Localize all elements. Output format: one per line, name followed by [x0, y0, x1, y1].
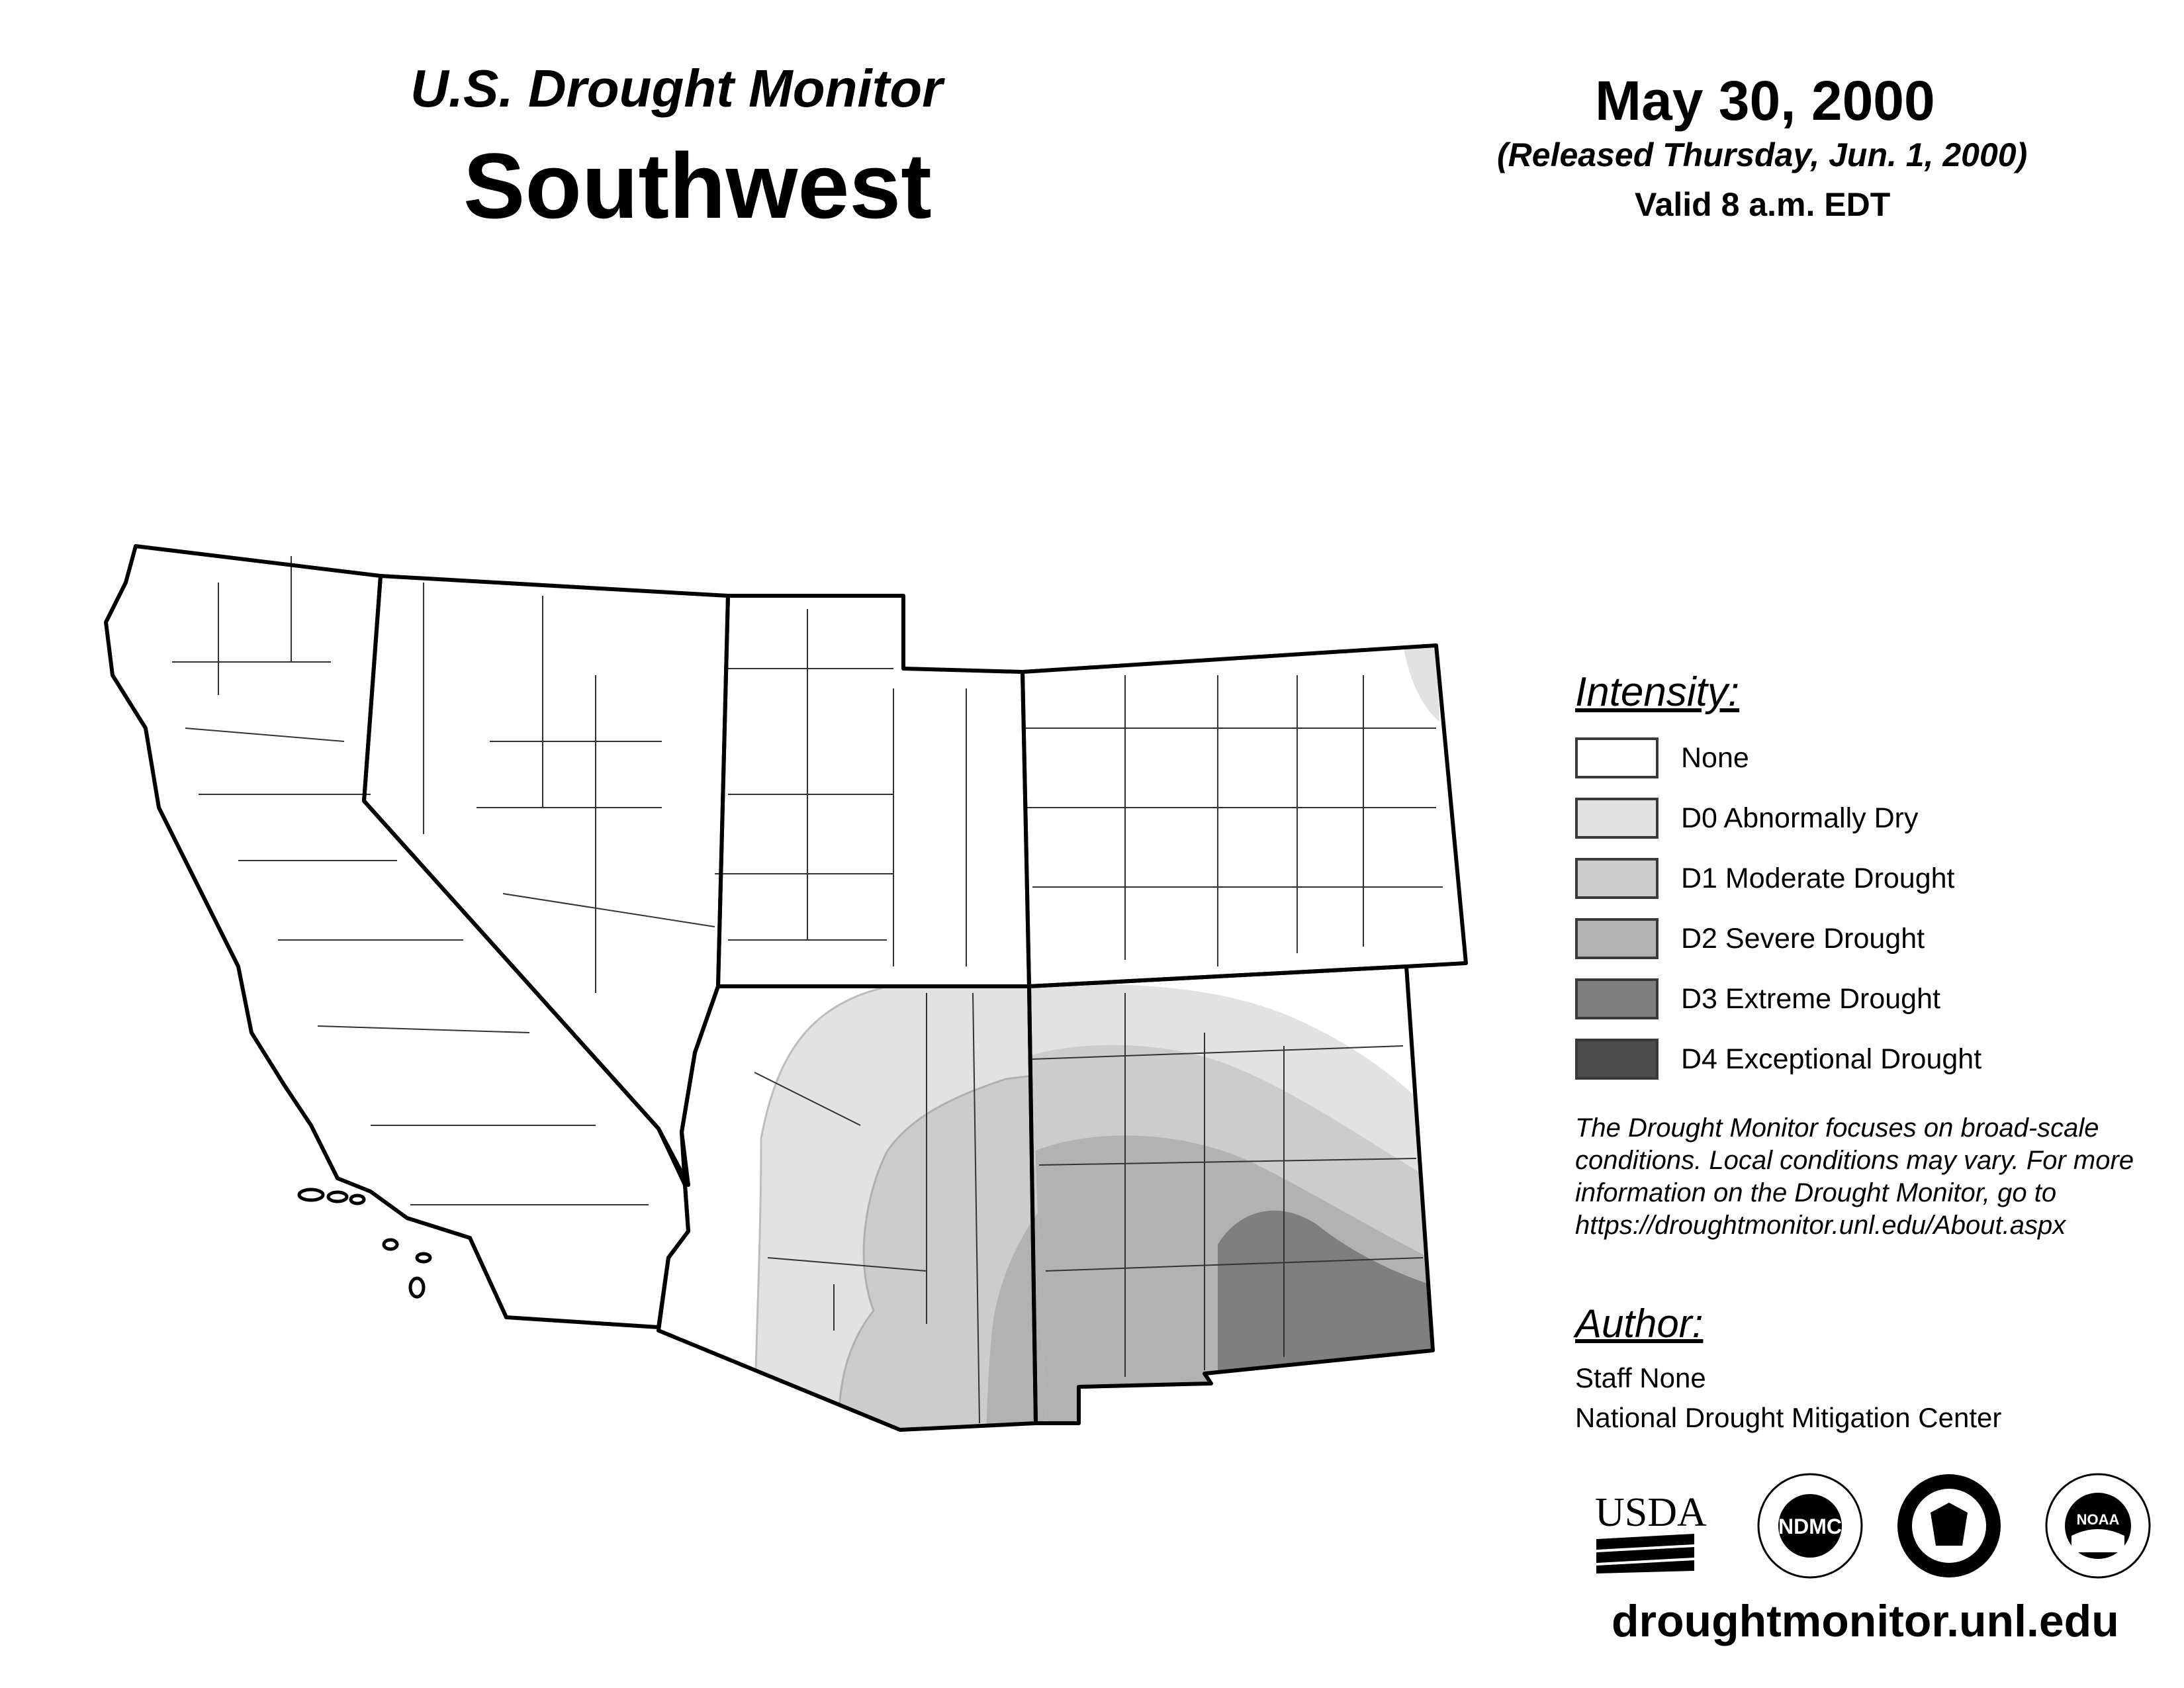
legend-swatch — [1575, 798, 1659, 839]
release-date: (Released Thursday, Jun. 1, 2000) — [1497, 136, 2028, 173]
legend-label: D2 Severe Drought — [1681, 922, 1925, 955]
legend-swatch — [1575, 1039, 1659, 1080]
doc-seal-logo — [1897, 1474, 2001, 1577]
map-date: May 30, 2000 — [1595, 70, 1935, 132]
valid-time: Valid 8 a.m. EDT — [1635, 186, 1891, 223]
legend-label: None — [1681, 741, 1749, 774]
utah-outline — [718, 596, 1029, 986]
disclaimer-link[interactable]: https://droughtmonitor.unl.edu/About.aspx — [1575, 1211, 2066, 1240]
ndmc-logo-text: NDMC — [1778, 1515, 1842, 1538]
author-title: Author: — [1575, 1301, 1704, 1346]
legend-swatch — [1575, 978, 1659, 1019]
colorado-d0-area — [1403, 645, 1439, 722]
noaa-logo-text: NOAA — [2076, 1511, 2120, 1528]
legend-item-d4 — [1575, 1037, 1981, 1081]
legend-label: D4 Exceptional Drought — [1681, 1043, 1982, 1075]
noaa-logo — [2046, 1474, 2150, 1577]
partner-logos — [1588, 1473, 2158, 1585]
author-org: National Drought Mitigation Center — [1575, 1402, 2002, 1433]
legend-item-d3 — [1575, 977, 1940, 1021]
disclaimer-text — [1575, 1112, 2171, 1242]
ndmc-logo — [1758, 1474, 1862, 1577]
author-name: Staff None — [1575, 1362, 1706, 1393]
usda-logo-text: USDA — [1595, 1490, 1707, 1535]
colorado-outline — [1023, 645, 1466, 986]
disclaimer-line: conditions. Local conditions may vary. For more — [1575, 1146, 2134, 1175]
legend-label: D0 Abnormally Dry — [1681, 802, 1919, 834]
legend-item-none — [1575, 736, 1749, 780]
legend-swatch — [1575, 918, 1659, 959]
legend-item-d2 — [1575, 917, 1925, 961]
website-link[interactable]: droughtmonitor.unl.edu — [1612, 1596, 2119, 1646]
legend-item-d1 — [1575, 857, 1955, 900]
arizona-drought-shading — [754, 980, 1059, 1456]
legend-item-d0 — [1575, 796, 1918, 840]
legend-label: D1 Moderate Drought — [1681, 862, 1955, 894]
legend-swatch — [1575, 737, 1659, 778]
map-title: Southwest — [463, 134, 932, 238]
channel-islands — [299, 1190, 430, 1297]
legend-title: Intensity: — [1575, 669, 1740, 715]
nevada-outline — [364, 576, 728, 1185]
disclaimer-line: information on the Drought Monitor, go to — [1575, 1178, 2057, 1207]
usda-logo — [1595, 1490, 1707, 1573]
disclaimer-line: The Drought Monitor focuses on broad-scale — [1575, 1113, 2099, 1143]
legend-swatch — [1575, 858, 1659, 899]
map-subtitle: U.S. Drought Monitor — [410, 59, 943, 118]
california-outline — [106, 546, 688, 1327]
legend-label: D3 Extreme Drought — [1681, 982, 1940, 1015]
